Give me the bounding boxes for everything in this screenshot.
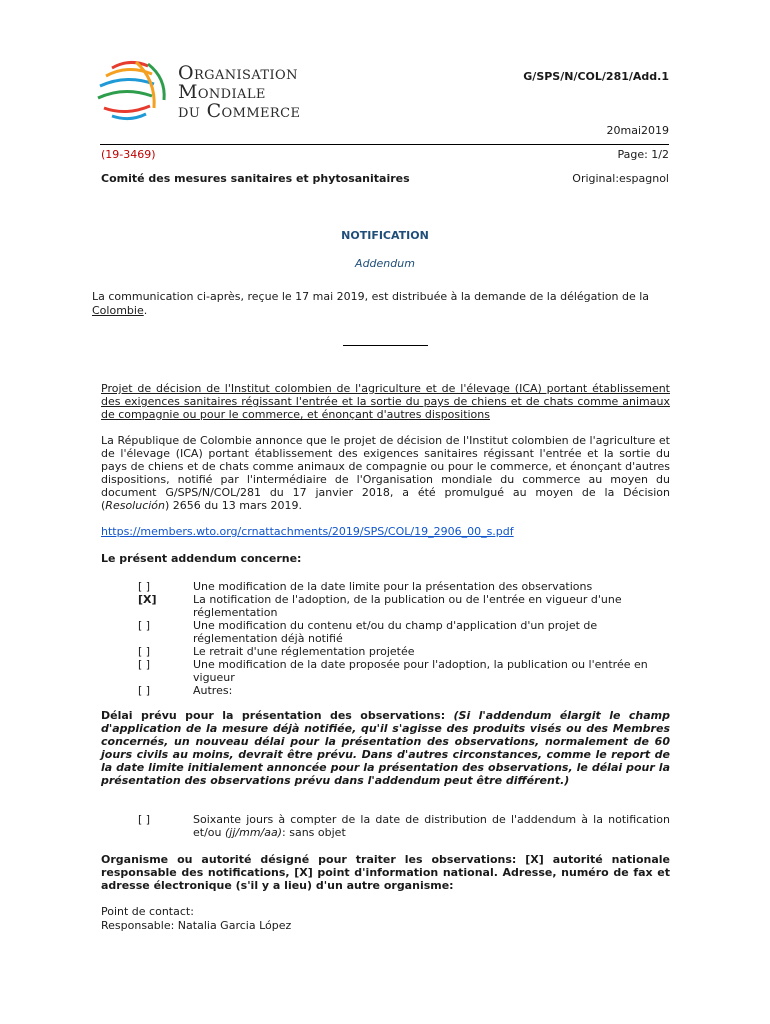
checklist-item (101, 684, 670, 697)
header-divider (100, 144, 669, 145)
committee-name: Comité des mesures sanitaires et phytosanitaires (101, 172, 410, 185)
intro-text: La communication ci-après, reçue le 17 mai 2019, est distribuée à la demande de la délégation de la (92, 290, 649, 303)
checklist-text: Une modification de la date limite pour la présentation des observations (193, 580, 593, 593)
document-link[interactable]: https://members.wto.org/crnattachments/2019/SPS/COL/19_2906_00_s.pdf (101, 525, 514, 538)
document-date: 20mai2019 (606, 124, 669, 137)
contact-block (101, 905, 291, 933)
checklist-text: Une modification du contenu et/ou du champ d'application d'un projet de réglementation déjà notifié (193, 619, 598, 645)
checklist-text: Le retrait d'une réglementation projetée (193, 645, 415, 658)
body-paragraph (101, 434, 670, 512)
checklist-item (101, 658, 670, 684)
subject-title: Projet de décision de l'Institut colombien de l'agriculture et de l'élevage (ICA) portant établissement des exigences sanitaires régissant l'entrée et la sortie du pays de chiens et de chats comme animaux de compagnie ou pour le commerce, et énonçant d'autres dispositions (101, 382, 670, 421)
deadline-note: (Si l'addendum élargit le champ d'application de la mesure déjà notifiée, qu'il s'agisse des produits visés ou des Membres concernés, un nouveau délai pour la présentation des observations, normalement de 60 jours civils au moins, devrait être prévu. Dans d'autres circonstances, comme le report de la date limite initialement annoncée pour la présentation des observations, le délai pour la présentation des observations prévu dans l'addendum peut être différent.) (101, 709, 670, 787)
section-separator (343, 345, 428, 346)
document-number: G/SPS/N/COL/281/Add.1 (523, 70, 669, 83)
notification-title: NOTIFICATION (341, 229, 429, 242)
body-part-2: ) 2656 du 13 mars 2019. (165, 499, 302, 512)
page-number: Page: 1/2 (617, 148, 669, 161)
option-format: (jj/mm/aa) (225, 826, 283, 839)
wto-name (178, 64, 300, 121)
checklist-text: Une modification de la date proposée pour l'adoption, la publication ou l'entrée en vigueur (193, 658, 648, 684)
checklist-item (101, 593, 670, 619)
concerns-heading: Le présent addendum concerne: (101, 552, 302, 565)
wto-emblem-icon (92, 56, 176, 126)
option-text: Soixante jours à compter de la date de distribution de l'addendum à la notification et/ou (193, 813, 670, 839)
checkbox[interactable]: [X] (138, 593, 157, 606)
checkbox[interactable]: [ ] (138, 580, 151, 593)
contact-line-2: Responsable: Natalia Garcia López (101, 919, 292, 932)
logo-line-2: Mondiale (178, 81, 266, 103)
contact-line-1: Point de contact: (101, 905, 194, 918)
authority-paragraph: Organisme ou autorité désigné pour traiter les observations: [X] autorité nationale responsable des notifications, [X] point d'information national. Adresse, numéro de fax et adresse électronique (s'il y a lieu) d'un autre organisme: (101, 853, 670, 892)
intro-end: . (143, 304, 148, 317)
deadline-label: Délai prévu pour la présentation des observations: (101, 709, 454, 722)
checklist (101, 580, 670, 697)
body-part-1: La République de Colombie annonce que le projet de décision de l'Institut colombien de l'agriculture et de l'élevage (ICA) portant établissement des exigences sanitaires régissant l'entrée et la sortie du pays de chiens et de chats comme animaux de compagnie ou pour le commerce, et énonçant d'autres dispositions, notifié par l'intermédiaire de l'Organisation mondiale du commerce au moyen du document G/SPS/N/COL/281 du 17 janvier 2018, a été promulgué au moyen de la Décision ( (101, 434, 670, 512)
option-end: : sans objet (282, 826, 346, 839)
checkbox[interactable]: [ ] (138, 658, 151, 671)
intro-paragraph (92, 290, 678, 318)
deadline-option-text (175, 813, 670, 839)
checkbox[interactable]: [ ] (138, 619, 151, 632)
original-language: Original:espagnol (572, 172, 669, 185)
intro-country: Colombie (92, 304, 144, 317)
checkbox[interactable]: [ ] (138, 813, 151, 826)
document-link-wrap (101, 525, 514, 538)
checklist-item (101, 813, 670, 839)
checklist-text: La notification de l'adoption, de la publication ou de l'entrée en vigueur d'une réglementation (193, 593, 622, 619)
logo-line-1: Organisation (178, 62, 298, 84)
checklist-text: Autres: (193, 684, 233, 697)
reference-number: (19-3469) (101, 148, 156, 161)
checklist-item (101, 580, 670, 593)
deadline-option (101, 813, 670, 839)
checklist-item (101, 619, 670, 645)
deadline-paragraph (101, 709, 670, 787)
body-resolution: Resolución (105, 499, 166, 512)
checkbox[interactable]: [ ] (138, 684, 151, 697)
logo-line-3: du Commerce (178, 100, 301, 122)
addendum-subtitle: Addendum (355, 257, 415, 270)
checklist-item (101, 645, 670, 658)
checkbox[interactable]: [ ] (138, 645, 151, 658)
